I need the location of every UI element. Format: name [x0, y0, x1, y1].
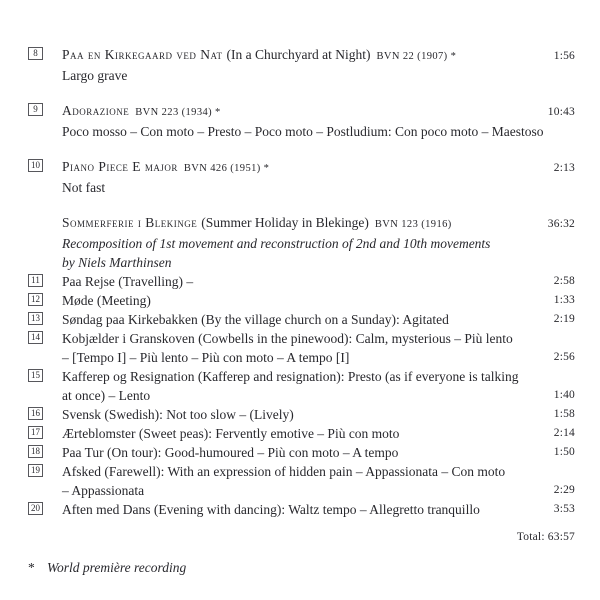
- track-number-cell: [28, 424, 62, 439]
- work-subtitle: (In a Churchyard at Night): [226, 47, 371, 62]
- footnote-text: World première recording: [47, 560, 187, 575]
- work-catalog: BVN 22 (1907) *: [376, 51, 457, 62]
- work-title: Paa en Kirkegaard ved Nat: [62, 47, 223, 62]
- movement-duration: 2:56: [553, 351, 575, 363]
- tempo-row: [28, 122, 575, 141]
- work-entry-kirkegaard: [28, 45, 575, 85]
- work-entry-sommerferie: [28, 213, 575, 519]
- empty-cell: [28, 234, 62, 236]
- work-title-text: [62, 101, 531, 122]
- track-number-cell: [28, 291, 62, 306]
- movement-duration: 1:58: [553, 408, 575, 420]
- work-title: Sommerferie i Blekinge: [62, 215, 198, 230]
- track-number-cell: [28, 329, 62, 344]
- empty-cell: [28, 178, 62, 180]
- movement-line-1: Svensk (Swedish): Not too slow – (Lively): [62, 407, 294, 422]
- work-title: Adorazione: [62, 103, 130, 118]
- movement-duration: 1:50: [553, 446, 575, 458]
- movement-title: [62, 329, 531, 367]
- movement-line-1: Afsked (Farewell): With an expression of hidden pain – Appassionata – Con moto: [62, 464, 506, 479]
- track-number-box: 16: [28, 407, 43, 420]
- track-number-cell: [28, 272, 62, 287]
- track-number-box: 10: [28, 159, 43, 172]
- empty-cell: [28, 122, 62, 124]
- track-number-cell: [28, 157, 62, 172]
- movement-title: [62, 272, 531, 291]
- track-number-box: 20: [28, 502, 43, 515]
- credit-row: [28, 234, 575, 253]
- movement-line-1: Kafferep og Resignation (Kafferep and resignation): Presto (as if everyone is talking: [62, 369, 519, 384]
- track-number-cell: [28, 462, 62, 477]
- movement-duration: 2:29: [553, 484, 575, 496]
- movement-duration: 2:14: [553, 427, 575, 439]
- movement-duration: 2:19: [553, 313, 575, 325]
- track-number-box: 13: [28, 312, 43, 325]
- track-number-box: 11: [28, 274, 43, 287]
- track-number-box: 19: [28, 464, 43, 477]
- track-number-box: 8: [28, 47, 43, 60]
- work-entry-piano-piece: [28, 157, 575, 197]
- track-number-cell: [28, 310, 62, 325]
- empty-cell: [28, 213, 62, 215]
- track-number-box: 17: [28, 426, 43, 439]
- tempo-marking: Poco mosso – Con moto – Presto – Poco moto – Postludium: Con poco moto – Maestoso: [62, 124, 544, 139]
- work-title-row: [28, 157, 575, 178]
- movement-title: [62, 405, 531, 424]
- movement-title: [62, 291, 531, 310]
- total-duration: Total: 63:57: [516, 531, 575, 543]
- movement-row: [28, 329, 575, 367]
- movement-duration: 1:40: [553, 389, 575, 401]
- work-title: Piano Piece E major: [62, 159, 178, 174]
- track-number-box: 9: [28, 103, 43, 116]
- work-title-text: [62, 213, 531, 234]
- track-number-cell: [28, 443, 62, 458]
- footnote-asterisk: *: [28, 560, 35, 575]
- track-number-cell: [28, 45, 62, 60]
- movement-line-1: Søndag paa Kirkebakken (By the village church on a Sunday): Agitated: [62, 312, 449, 327]
- movement-line-2: – Appassionata: [62, 483, 145, 498]
- work-catalog: BVN 426 (1951) *: [183, 163, 270, 174]
- credit-note-line-1: Recomposition of 1st movement and reconstruction of 2nd and 10th movements: [62, 236, 491, 251]
- track-number-box: 12: [28, 293, 43, 306]
- work-subtitle: (Summer Holiday in Blekinge): [201, 215, 369, 230]
- track-number-cell: [28, 405, 62, 420]
- movement-line-2: at once) – Lento: [62, 388, 151, 403]
- movement-duration: 3:53: [553, 503, 575, 515]
- footnote: [28, 558, 575, 577]
- movement-title: [62, 310, 531, 329]
- movement-row: [28, 367, 575, 405]
- credit-note-line-2: by Niels Marthinsen: [62, 255, 172, 270]
- work-title-row: [28, 45, 575, 66]
- work-title-text: [62, 45, 531, 66]
- movement-line-1: Aften med Dans (Evening with dancing): Waltz tempo – Allegretto tranquillo: [62, 502, 480, 517]
- work-title-row: [28, 213, 575, 234]
- track-number-box: 14: [28, 331, 43, 344]
- track-number-box: 15: [28, 369, 43, 382]
- movement-row: [28, 272, 575, 291]
- movement-line-1: Møde (Meeting): [62, 293, 151, 308]
- tempo-marking: Not fast: [62, 180, 106, 195]
- work-duration: 36:32: [547, 218, 575, 230]
- movement-line-1: Paa Tur (On tour): Good-humoured – Più con moto – A tempo: [62, 445, 399, 460]
- movement-title: [62, 424, 531, 443]
- empty-cell: [28, 253, 62, 255]
- movement-row: [28, 424, 575, 443]
- empty-cell: [28, 66, 62, 68]
- tempo-marking: Largo grave: [62, 68, 128, 83]
- movement-line-1: Kobjælder i Granskoven (Cowbells in the pinewood): Calm, mysterious – Più lento: [62, 331, 513, 346]
- movement-line-1: Paa Rejse (Travelling) –: [62, 274, 194, 289]
- track-number-cell: [28, 367, 62, 382]
- tempo-row: [28, 178, 575, 197]
- work-catalog: BVN 123 (1916): [374, 219, 452, 230]
- movement-row: [28, 405, 575, 424]
- movement-duration: 2:58: [553, 275, 575, 287]
- work-duration: 1:56: [553, 50, 575, 62]
- work-duration: 2:13: [553, 162, 575, 174]
- track-number-cell: [28, 101, 62, 116]
- work-title-row: [28, 101, 575, 122]
- track-number-box: 18: [28, 445, 43, 458]
- movement-title: [62, 462, 531, 500]
- movement-line-2: – [Tempo I] – Più lento – Più con moto – A tempo [I]: [62, 350, 350, 365]
- movement-row: [28, 462, 575, 500]
- movement-row: [28, 291, 575, 310]
- track-number-cell: [28, 500, 62, 515]
- movement-row: [28, 310, 575, 329]
- work-duration: 10:43: [547, 106, 575, 118]
- work-title-text: [62, 157, 531, 178]
- movement-title: [62, 443, 531, 462]
- movement-row: [28, 443, 575, 462]
- movement-title: [62, 367, 531, 405]
- movement-duration: 1:33: [553, 294, 575, 306]
- movement-line-1: Ærteblomster (Sweet peas): Fervently emotive – Più con moto: [62, 426, 400, 441]
- movement-title: [62, 500, 531, 519]
- movement-row: [28, 500, 575, 519]
- credit-row: [28, 253, 575, 272]
- work-entry-adorazione: [28, 101, 575, 141]
- work-catalog: BVN 223 (1934) *: [135, 107, 221, 118]
- tempo-row: [28, 66, 575, 85]
